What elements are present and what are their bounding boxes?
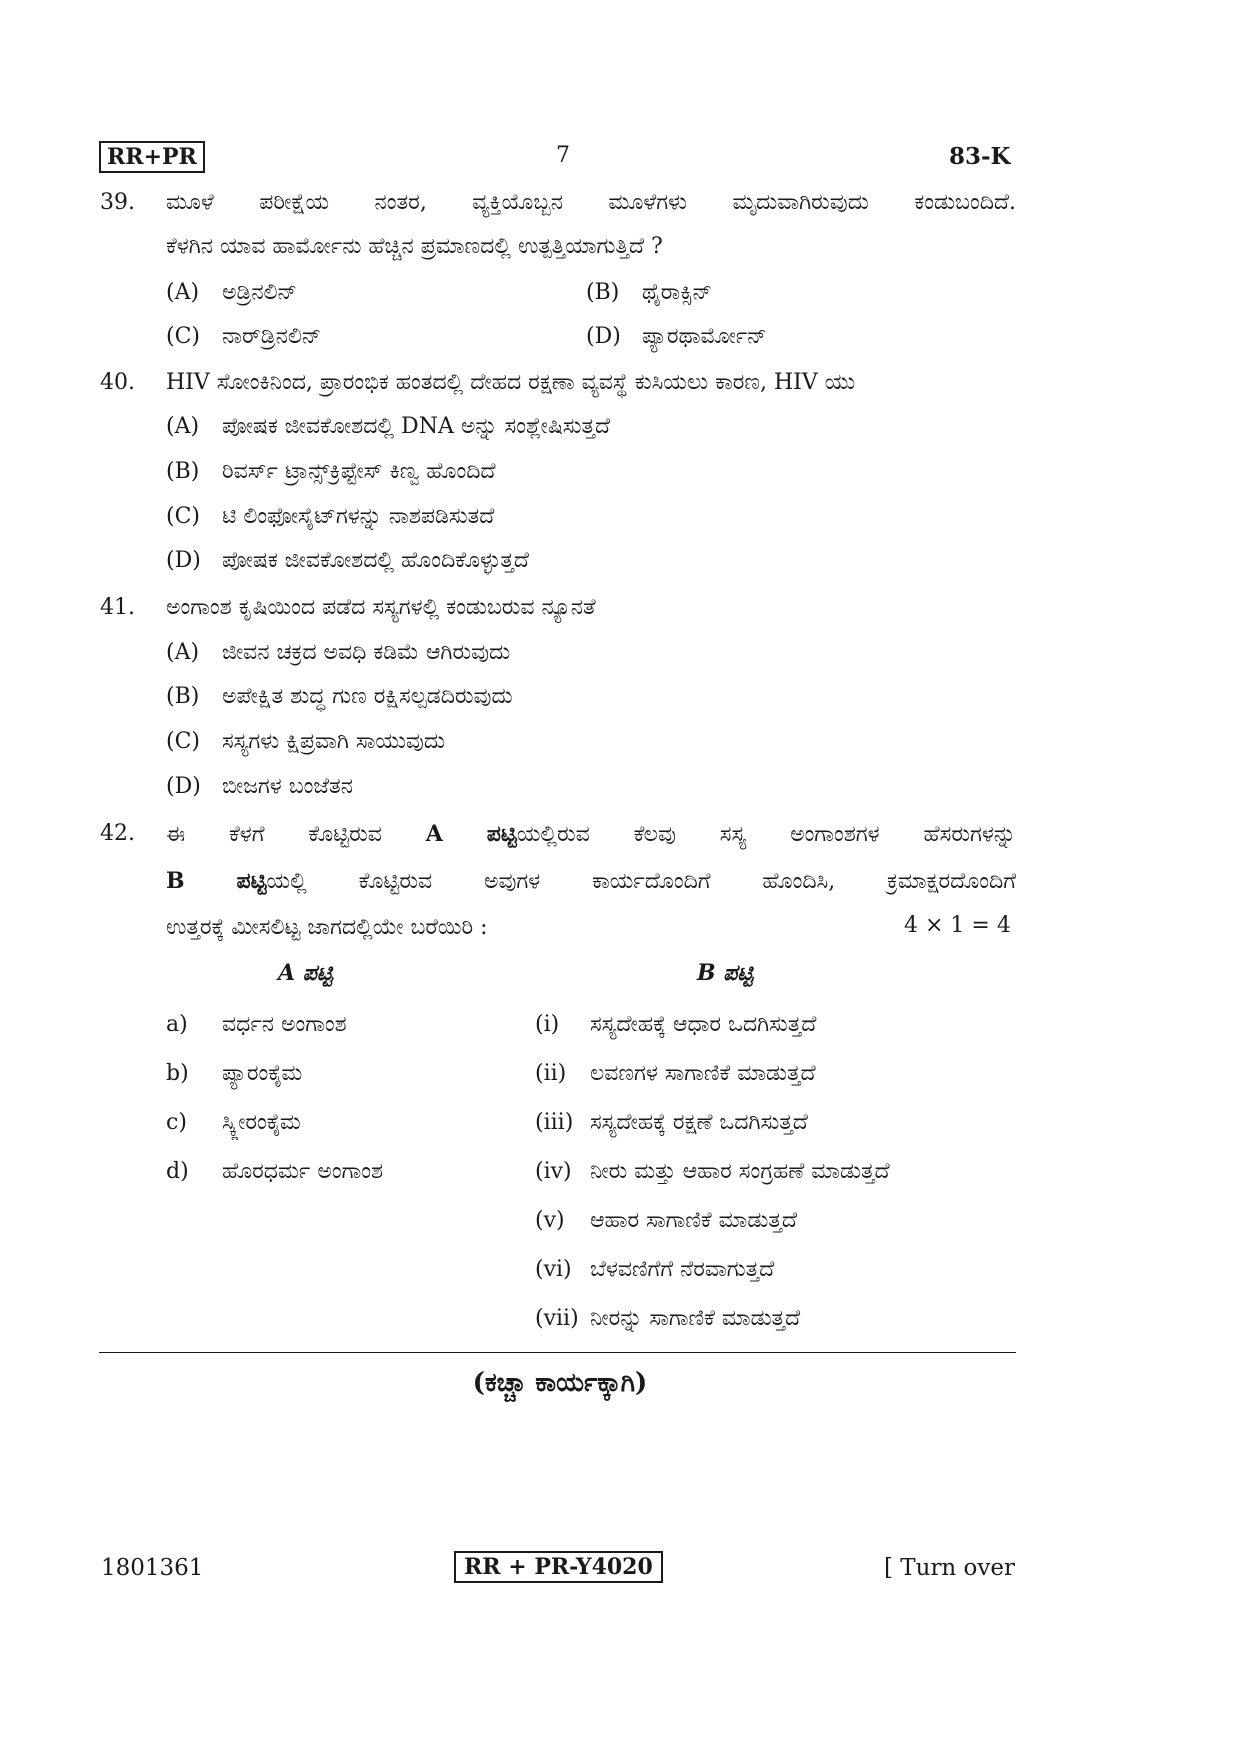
footer-paper-code-box: RR + PR-Y4020 [454,1551,663,1583]
option-label: (C) [166,324,200,349]
column-b-item: ಸಸ್ಯದೇಹಕ್ಕೆ ರಕ್ಷಣೆ ಒದಗಿಸುತ್ತದೆ [590,1110,808,1135]
column-b-item: ನೀರನ್ನು ಸಾಗಾಣಿಕೆ ಮಾಡುತ್ತದೆ [590,1306,801,1331]
question-stem-line: ಅಂಗಾಂಶ ಕೃಷಿಯಿಂದ ಪಡೆದ ಸಸ್ಯಗಳಲ್ಲಿ ಕಂಡುಬರುವ ನ್ಯೂನತೆ [166,595,596,620]
rough-work-label: (ಕಚ್ಚಾ ಕಾರ್ಯಕ್ಕಾಗಿ) [472,1368,648,1398]
marks-allocation: 4 × 1 = 4 [904,913,1011,938]
column-b-heading: B ಪಟ್ಟಿ [697,960,754,986]
list-word: ಪಟ್ಟಿ [236,868,267,894]
column-b-label: (vi) [535,1257,572,1282]
option-label: (D) [166,548,201,573]
column-a-label: c) [166,1110,187,1135]
option-text: ಅಪೇಕ್ಷಿತ ಶುದ್ಧ ಗುಣ ರಕ್ಷಿಸಲ್ಪಡದಿರುವುದು [222,684,513,709]
option-label: (B) [166,459,200,484]
column-b-item: ಸಸ್ಯದೇಹಕ್ಕೆ ಆಧಾರ ಒದಗಿಸುತ್ತದೆ [590,1012,817,1037]
option-label: (B) [586,280,620,305]
column-a-label: a) [166,1012,188,1037]
column-a-label: d) [166,1159,189,1184]
option-label: (D) [586,324,621,349]
column-b-item: ಲವಣಗಳ ಸಾಗಾಣಿಕೆ ಮಾಡುತ್ತದೆ [590,1061,816,1086]
paper-code: 83-K [949,143,1011,170]
column-a-ref: A [425,821,443,847]
question-stem-line: ಉತ್ತರಕ್ಕೆ ಮೀಸಲಿಟ್ಟ ಜಾಗದಲ್ಲಿಯೇ ಬರೆಯಿರಿ : [166,915,488,940]
option-label: (A) [166,280,200,305]
option-text: ಜೀವನ ಚಕ್ರದ ಅವಧಿ ಕಡಿಮೆ ಆಗಿರುವುದು [222,640,511,665]
question-stem-line: ಮೂಳೆ ಪರೀಕ್ಷೆಯ ನಂತರ, ವ್ಯಕ್ತಿಯೊಬ್ಬನ ಮೂಳೆಗಳು ಮೃದುವಾಗಿರುವುದು ಕಂಡುಬಂದಿದೆ. [166,190,1016,215]
series-code-box: RR+PR [99,141,205,173]
column-a-item: ವರ್ಧನ ಅಂಗಾಂಶ [222,1012,347,1037]
footer-serial: 1801361 [101,1555,204,1581]
column-b-label: (v) [535,1208,565,1233]
column-b-item: ಆಹಾರ ಸಾಗಾಣಿಕೆ ಮಾಡುತ್ತದೆ [590,1208,797,1233]
column-b-label: (vii) [535,1306,579,1331]
column-b-label: (iii) [535,1110,574,1135]
stem-text: ಯಲ್ಲಿರುವ ಕೆಲವು ಸಸ್ಯ ಅಂಗಾಂಶಗಳ ಹೆಸರುಗಳನ್ನು [516,822,1016,847]
question-number: 42. [100,821,135,846]
column-a-item: ಪ್ಯಾರಂಕೈಮ [222,1061,303,1086]
option-text: ಪ್ಯಾರಥಾರ್ಮೋನ್ [642,324,767,349]
column-a-label: b) [166,1061,189,1086]
column-b-item: ಬೆಳವಣಿಗೆಗೆ ನೆರವಾಗುತ್ತದೆ [590,1257,775,1282]
stem-text: ಯಲ್ಲಿ ಕೊಟ್ಟಿರುವ ಅವುಗಳ ಕಾರ್ಯದೊಂದಿಗೆ ಹೊಂದಿಸಿ, ಕ್ರಮಾಕ್ಷರದೊಂದಿಗೆ [266,869,1016,894]
option-label: (A) [166,640,200,665]
question-number: 41. [100,595,135,620]
option-label: (C) [166,504,200,529]
option-text: ಸಸ್ಯಗಳು ಕ್ಷಿಪ್ರವಾಗಿ ಸಾಯುವುದು [222,729,446,754]
stem-text: ಈ ಕೆಳಗೆ ಕೊಟ್ಟಿರುವ [166,822,382,847]
question-stem-line [166,866,1016,897]
section-divider [99,1352,1016,1353]
turn-over-label: [ Turn over [884,1555,1016,1581]
option-text: ನಾರ್‌ಡ್ರಿನಲಿನ್ [222,324,322,349]
option-text: ಅಡ್ರಿನಲಿನ್ [222,280,297,305]
column-a-item: ಸ್ಕ್ಲೀರಂಕೈಮ [222,1110,301,1135]
column-b-label: (i) [535,1012,560,1037]
option-label: (D) [166,774,201,799]
option-text: ಟಿ ಲಿಂಫೋಸೈಟ್‌ಗಳನ್ನು ನಾಶಪಡಿಸುತದೆ [222,504,495,529]
list-word: ಪಟ್ಟಿ [486,821,517,847]
column-b-label: (iv) [535,1159,572,1184]
question-number: 40. [100,370,135,395]
option-text: ಪೋಷಕ ಜೀವಕೋಶದಲ್ಲಿ ಹೊಂದಿಕೊಳ್ಳುತ್ತದೆ [222,548,529,573]
question-stem-line: HIV ಸೋಂಕಿನಿಂದ, ಪ್ರಾರಂಭಿಕ ಹಂತದಲ್ಲಿ ದೇಹದ ರಕ್ಷಣಾ ವ್ಯವಸ್ಥೆ ಕುಸಿಯಲು ಕಾರಣ, HIV ಯು [166,370,856,395]
option-text: ಬೀಜಗಳ ಬಂಜೆತನ [222,774,353,799]
column-b-label: (ii) [535,1061,567,1086]
option-text: ಥೈರಾಕ್ಸಿನ್ [642,280,712,305]
question-stem-line: ಕೆಳಗಿನ ಯಾವ ಹಾರ್ಮೋನು ಹೆಚ್ಚಿನ ಪ್ರಮಾಣದಲ್ಲಿ ಉತ್ಪತ್ತಿಯಾಗುತ್ತಿದೆ ? [166,234,663,259]
option-label: (B) [166,684,200,709]
column-b-ref: B [166,868,185,894]
column-a-item: ಹೊರಧರ್ಮ ಅಂಗಾಂಶ [222,1159,384,1184]
option-label: (C) [166,729,200,754]
question-number: 39. [100,190,135,215]
option-text: ಪೋಷಕ ಜೀವಕೋಶದಲ್ಲಿ DNA ಅನ್ನು ಸಂಶ್ಲೇಷಿಸುತ್ತದೆ [222,414,611,439]
column-b-item: ನೀರು ಮತ್ತು ಆಹಾರ ಸಂಗ್ರಹಣೆ ಮಾಡುತ್ತದೆ [590,1159,890,1184]
page-number: 7 [556,143,570,168]
option-text: ರಿವರ್ಸ್ ಟ್ರಾನ್ಸ್‌ಕ್ರಿಪ್ಟೇಸ್ ಕಿಣ್ವ ಹೊಂದಿದೆ [222,459,496,484]
column-a-heading: A ಪಟ್ಟಿ [278,960,333,986]
question-stem-line [166,819,1016,850]
option-label: (A) [166,414,200,439]
